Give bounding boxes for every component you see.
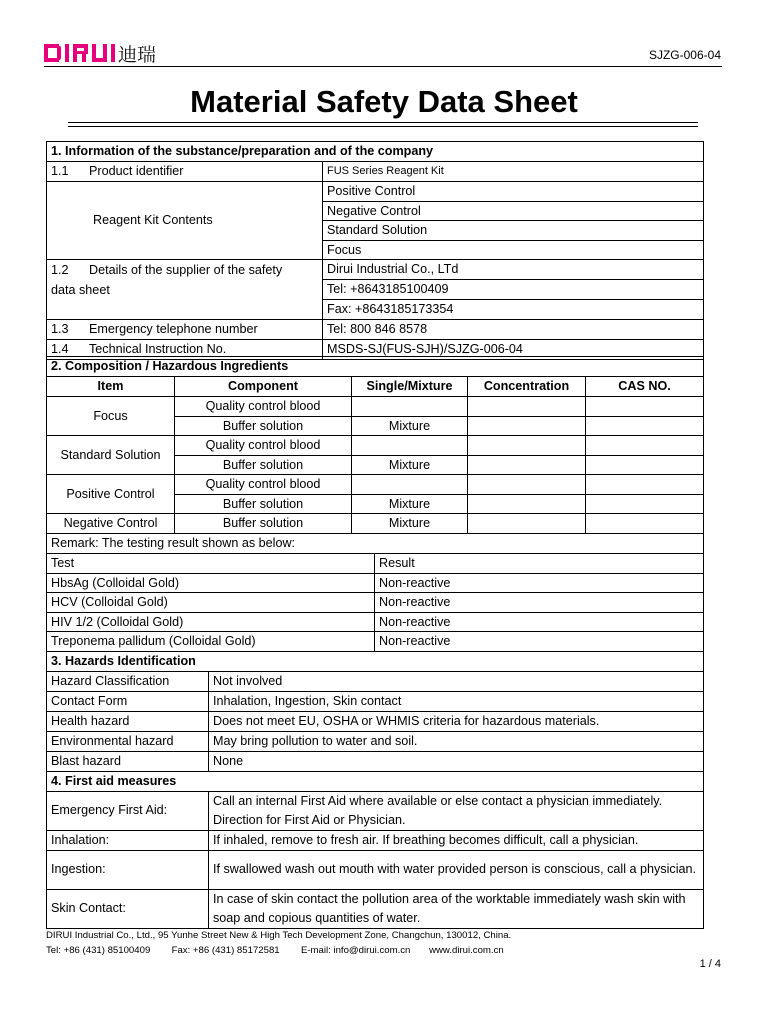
supplier-tel: Tel: +8643185100409 xyxy=(323,280,704,300)
concentration-cell xyxy=(468,494,586,514)
company-logo xyxy=(44,40,156,66)
test-result: Non-reactive xyxy=(375,573,704,593)
header-divider xyxy=(44,66,722,67)
page-title: Material Safety Data Sheet xyxy=(190,84,578,119)
concentration-cell xyxy=(468,514,586,534)
cas-cell xyxy=(586,494,704,514)
hazards-first-aid-table xyxy=(46,651,704,929)
concentration-cell xyxy=(468,436,586,456)
component-cell: Buffer solution xyxy=(175,514,352,534)
test-result: Non-reactive xyxy=(375,632,704,652)
single-mixture-cell: Mixture xyxy=(352,416,468,436)
supplier-name: Dirui Industrial Co., LTd xyxy=(323,260,704,280)
first-aid-value: If swallowed wash out mouth with water provided person is conscious, call a physician. xyxy=(209,850,704,889)
single-mixture-cell: Mixture xyxy=(352,514,468,534)
component-cell: Buffer solution xyxy=(175,494,352,514)
svg-text:迪瑞: 迪瑞 xyxy=(118,44,156,65)
kit-content-item: Positive Control xyxy=(323,182,704,202)
hazard-value: May bring pollution to water and soil. xyxy=(209,732,704,752)
first-aid-value: If inhaled, remove to fresh air. If breathing becomes difficult, call a physician. xyxy=(209,830,704,850)
cas-cell xyxy=(586,514,704,534)
section2-composition-table xyxy=(46,356,704,554)
hazard-value: None xyxy=(209,752,704,772)
hazard-value: Inhalation, Ingestion, Skin contact xyxy=(209,692,704,712)
kit-content-item: Negative Control xyxy=(323,201,704,221)
result-column-header: Result xyxy=(375,554,704,574)
first-aid-value: Call an internal First Aid where available or else contact a physician immediately. Direction for First Aid or Physician. xyxy=(209,791,704,830)
title-underline-top xyxy=(68,122,698,123)
concentration-cell xyxy=(468,416,586,436)
hazard-label: Hazard Classification xyxy=(47,672,209,692)
cas-cell xyxy=(586,416,704,436)
cas-cell xyxy=(586,397,704,417)
test-name: HbsAg (Colloidal Gold) xyxy=(47,573,375,593)
cas-cell xyxy=(586,455,704,475)
test-column-header: Test xyxy=(47,554,375,574)
footer-email: E-mail: info@dirui.com.cn xyxy=(300,945,411,956)
dirui-logo-mark xyxy=(44,41,156,65)
kit-content-item: Standard Solution xyxy=(323,221,704,241)
section2-heading: 2. Composition / Hazardous Ingredients xyxy=(47,357,704,377)
footer-tel: Tel: +86 (431) 85100409 xyxy=(46,945,151,956)
column-header: Component xyxy=(175,377,352,397)
hazard-value: Does not meet EU, OSHA or WHMIS criteria for hazardous materials. xyxy=(209,712,704,732)
concentration-cell xyxy=(468,455,586,475)
tech-instruction-label: 1.4 Technical Instruction No. xyxy=(47,340,323,360)
test-name: Treponema pallidum (Colloidal Gold) xyxy=(47,632,375,652)
first-aid-value: In case of skin contact the pollution area of the worktable immediately wash skin with soap and copious quantities of water. xyxy=(209,889,704,928)
item-name: Positive Control xyxy=(47,475,175,514)
cas-cell xyxy=(586,475,704,495)
page-number: 1 / 4 xyxy=(699,958,721,970)
item-name: Negative Control xyxy=(47,514,175,534)
test-name: HCV (Colloidal Gold) xyxy=(47,593,375,613)
test-name: HIV 1/2 (Colloidal Gold) xyxy=(47,612,375,632)
single-mixture-cell xyxy=(352,475,468,495)
section3-heading: 3. Hazards Identification xyxy=(47,652,704,672)
cas-cell xyxy=(586,436,704,456)
single-mixture-cell: Mixture xyxy=(352,455,468,475)
footer-website: www.dirui.com.cn xyxy=(429,945,504,956)
product-identifier-value: FUS Series Reagent Kit xyxy=(323,162,704,182)
component-cell: Buffer solution xyxy=(175,416,352,436)
hazard-label: Blast hazard xyxy=(47,752,209,772)
concentration-cell xyxy=(468,397,586,417)
emergency-label: 1.3 Emergency telephone number xyxy=(47,320,323,340)
component-cell: Quality control blood xyxy=(175,436,352,456)
item-name: Focus xyxy=(47,397,175,436)
first-aid-label: Ingestion: xyxy=(47,850,209,889)
kit-content-item: Focus xyxy=(323,240,704,260)
column-header: Concentration xyxy=(468,377,586,397)
component-cell: Buffer solution xyxy=(175,455,352,475)
hazard-value: Not involved xyxy=(209,672,704,692)
hazard-label: Contact Form xyxy=(47,692,209,712)
kit-contents-label: Reagent Kit Contents xyxy=(47,182,323,260)
footer-fax: Fax: +86 (431) 85172581 xyxy=(171,945,280,956)
hazard-label: Environmental hazard xyxy=(47,732,209,752)
single-mixture-cell xyxy=(352,436,468,456)
component-cell: Quality control blood xyxy=(175,475,352,495)
section1-table xyxy=(46,141,704,360)
footer-contacts xyxy=(46,945,504,956)
tech-instruction-value: MSDS-SJ(FUS-SJH)/SJZG-006-04 xyxy=(323,340,704,360)
test-results-table xyxy=(46,553,704,652)
supplier-label: 1.2 Details of the supplier of the safety data sheet xyxy=(47,260,323,320)
column-header: Item xyxy=(47,377,175,397)
section4-heading: 4. First aid measures xyxy=(47,772,704,792)
hazard-label: Health hazard xyxy=(47,712,209,732)
emergency-value: Tel: 800 846 8578 xyxy=(323,320,704,340)
test-result: Non-reactive xyxy=(375,612,704,632)
first-aid-label: Emergency First Aid: xyxy=(47,791,209,830)
component-cell: Quality control blood xyxy=(175,397,352,417)
single-mixture-cell xyxy=(352,397,468,417)
item-name: Standard Solution xyxy=(47,436,175,475)
title-underline-bottom xyxy=(68,126,698,127)
footer-address: DIRUI Industrial Co., Ltd., 95 Yunhe Street New & High Tech Development Zone, Changchun, 130012, China. xyxy=(46,930,512,941)
remark-text: Remark: The testing result shown as below: xyxy=(47,533,704,553)
supplier-fax: Fax: +8643185173354 xyxy=(323,300,704,320)
first-aid-label: Skin Contact: xyxy=(47,889,209,928)
first-aid-label: Inhalation: xyxy=(47,830,209,850)
single-mixture-cell: Mixture xyxy=(352,494,468,514)
concentration-cell xyxy=(468,475,586,495)
column-header: CAS NO. xyxy=(586,377,704,397)
document-number: SJZG-006-04 xyxy=(648,48,721,62)
test-result: Non-reactive xyxy=(375,593,704,613)
section1-heading: 1. Information of the substance/preparation and of the company xyxy=(47,142,704,162)
column-header: Single/Mixture xyxy=(352,377,468,397)
product-identifier-label: 1.1 Product identifier xyxy=(47,162,323,182)
